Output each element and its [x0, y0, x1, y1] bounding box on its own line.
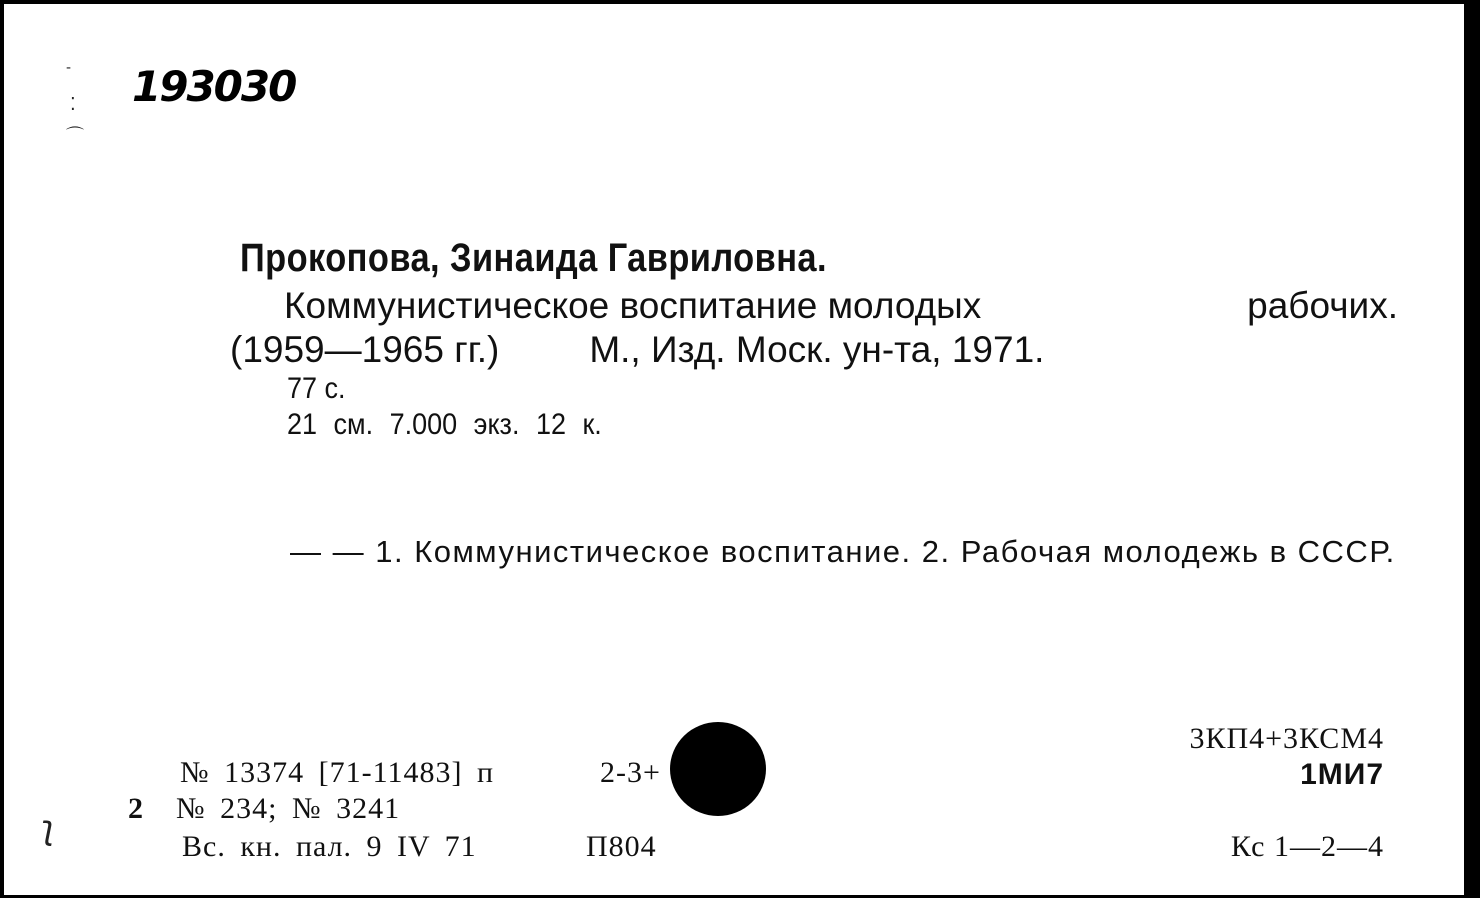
footer-print-code: П804	[586, 830, 657, 863]
title-dates: (1959—1965 гг.)	[230, 329, 500, 370]
footer-numbers: № 234; № 3241	[176, 792, 401, 825]
footer-chamber: Вс. кн. пал. 9 IV 71	[182, 830, 477, 863]
author-mark: Кс 1—2—4	[1230, 830, 1384, 863]
accession-number: 193030	[132, 62, 296, 111]
classification-index: 3КП4+3КСМ4	[1189, 722, 1384, 755]
punched-hole	[670, 722, 766, 816]
title-text-end: рабочих.	[1247, 285, 1398, 326]
subject-headings: — — 1. Коммунистическое воспитание. 2. Рабочая молодежь в СССР.	[290, 534, 1396, 569]
title-text: Коммунистическое воспитание молодых	[284, 285, 982, 326]
imprint: М., Изд. Моск. ун-та, 1971.	[589, 329, 1045, 370]
pencil-mark-top: ‐	[66, 60, 72, 76]
page-count: 77 с.	[287, 372, 346, 405]
title-line-2	[230, 330, 1398, 370]
classification-code: 1МИ7	[1300, 758, 1384, 791]
pencil-mark-side: ⁚	[70, 94, 76, 115]
author-heading: Прокопова, Зинаида Гавриловна.	[240, 236, 827, 280]
footer-code: 2-3+	[600, 756, 661, 789]
pencil-mark-bottom: ⌒	[66, 126, 84, 147]
handwritten-mark: ʅ	[40, 808, 56, 848]
footer-record-number: № 13374 [71-11483] п	[180, 756, 495, 789]
footer-copies: 2	[128, 792, 144, 825]
title-line-1	[230, 286, 1398, 326]
physical-description: 21 см. 7.000 экз. 12 к.	[287, 408, 602, 441]
